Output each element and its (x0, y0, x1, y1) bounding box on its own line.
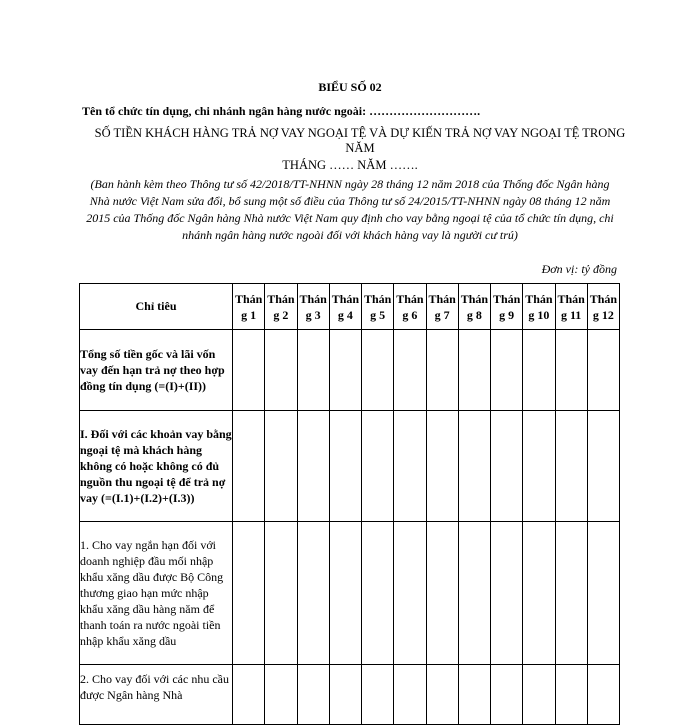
cell (491, 330, 523, 411)
cell (233, 665, 265, 725)
cell (587, 411, 619, 522)
cell (458, 665, 490, 725)
cell (458, 330, 490, 411)
cell (297, 522, 329, 665)
cell (523, 665, 555, 725)
cell (297, 665, 329, 725)
cell (426, 522, 458, 665)
header-month-7: Tháng 7 (426, 284, 458, 330)
cell (426, 411, 458, 522)
row-label-total: Tổng số tiền gốc và lãi vốn vay đến hạn trả nợ theo hợp đồng tín dụng (=(I)+(II)) (80, 330, 233, 411)
cell (426, 330, 458, 411)
cell (265, 411, 297, 522)
table-row (80, 665, 620, 725)
report-period: THÁNG …… NĂM ……. (282, 158, 418, 172)
cell (329, 522, 361, 665)
header-month-3: Tháng 3 (297, 284, 329, 330)
header-month-9: Tháng 9 (491, 284, 523, 330)
cell (491, 665, 523, 725)
header-month-10: Tháng 10 (523, 284, 555, 330)
cell (555, 330, 587, 411)
cell (458, 411, 490, 522)
cell (233, 330, 265, 411)
table-row (80, 522, 620, 665)
cell (329, 411, 361, 522)
cell (329, 330, 361, 411)
cell (523, 330, 555, 411)
cell (523, 522, 555, 665)
form-number: BIỂU SỐ 02 (318, 80, 382, 94)
table-row (80, 330, 620, 411)
cell (394, 665, 426, 725)
header-month-4: Tháng 4 (329, 284, 361, 330)
header-month-5: Tháng 5 (362, 284, 394, 330)
header-month-6: Tháng 6 (394, 284, 426, 330)
row-label-item-1: 1. Cho vay ngắn hạn đối với doanh nghiệp đầu mối nhập khẩu xăng dầu được Bộ Công thương giao hạn mức nhập khẩu xăng dầu hàng năm để thanh toán ra nước ngoài tiền nhập khẩu xăng dầu (80, 522, 233, 665)
cell (394, 522, 426, 665)
header-month-8: Tháng 8 (458, 284, 490, 330)
row-label-section-i: I. Đối với các khoản vay bằng ngoại tệ mà khách hàng không có hoặc không có đủ nguồn thu ngoại tệ để trả nợ vay (=(I.1)+(I.2)+(I.3)) (80, 411, 233, 522)
unit-label: Đơn vị: tỷ đồng (541, 262, 617, 276)
cell (587, 522, 619, 665)
cell (555, 411, 587, 522)
cell (265, 330, 297, 411)
cell (233, 522, 265, 665)
cell (458, 522, 490, 665)
cell (265, 522, 297, 665)
cell (426, 665, 458, 725)
cell (394, 330, 426, 411)
row-label-item-2: 2. Cho vay đối với các nhu cầu được Ngân hàng Nhà (80, 665, 233, 725)
header-month-12: Tháng 12 (587, 284, 619, 330)
cell (587, 330, 619, 411)
cell (265, 665, 297, 725)
table-header-row (80, 284, 620, 330)
header-month-1: Tháng 1 (233, 284, 265, 330)
cell (362, 665, 394, 725)
cell (362, 330, 394, 411)
header-month-11: Tháng 11 (555, 284, 587, 330)
cell (329, 665, 361, 725)
cell (362, 411, 394, 522)
report-title: SỐ TIỀN KHÁCH HÀNG TRẢ NỢ VAY NGOẠI TỆ VÀ DỰ KIẾN TRẢ NỢ VAY NGOẠI TỆ TRONG NĂM (94, 126, 626, 155)
table-row (80, 411, 620, 522)
cell (587, 665, 619, 725)
cell (491, 411, 523, 522)
header-month-2: Tháng 2 (265, 284, 297, 330)
cell (297, 411, 329, 522)
repayment-table (79, 283, 620, 725)
cell (233, 411, 265, 522)
organization-line: Tên tổ chức tín dụng, chi nhánh ngân hàng nước ngoài: ………………………. (82, 104, 481, 118)
cell (362, 522, 394, 665)
legal-note: (Ban hành kèm theo Thông tư số 42/2018/TT-NHNN ngày 28 tháng 12 năm 2018 của Thống đốc Ngân hàng Nhà nước Việt Nam sửa đổi, bổ sung một số điều của Thông tư số 24/2015/TT-NHNN ngày 08 tháng 12 năm 2015 của Thống đốc Ngân hàng Nhà nước Việt Nam quy định cho vay bằng ngoại tệ của tổ chức tín dụng, chi nhánh ngân hàng nước ngoài đối với khách hàng vay là người cư trú) (86, 177, 614, 242)
header-indicator: Chỉ tiêu (80, 284, 233, 330)
cell (555, 665, 587, 725)
cell (491, 522, 523, 665)
cell (555, 522, 587, 665)
cell (394, 411, 426, 522)
cell (523, 411, 555, 522)
cell (297, 330, 329, 411)
